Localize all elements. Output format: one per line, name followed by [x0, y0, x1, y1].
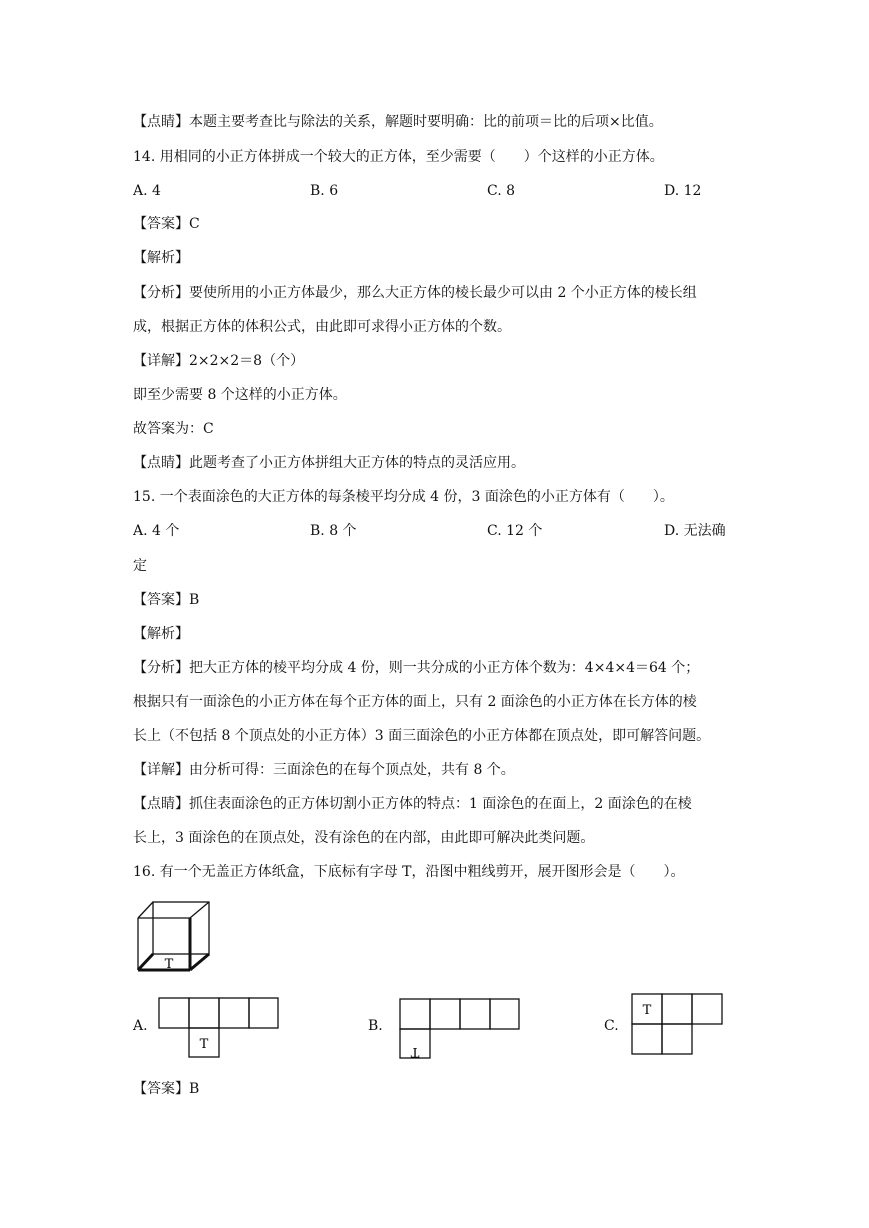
- dianjing-14: 【点睛】此题考查了小正方体拼组大正方体的特点的灵活应用。: [133, 455, 525, 471]
- question-15: 15. 一个表面涂色的大正方体的每条棱平均分成 4 份，3 面涂色的小正方体有（ ）。: [133, 489, 674, 505]
- net-option-c: [631, 993, 725, 1057]
- fenxi-15-line2: 根据只有一面涂色的小正方体在每个正方体的面上，只有 2 面涂色的小正方体在长方体的棱: [133, 694, 697, 710]
- cube-letter: T: [164, 957, 174, 972]
- jiexi-14: 【解析】: [133, 250, 189, 266]
- q15-option-a: A. 4 个: [133, 523, 180, 539]
- q15-option-c: C. 12 个: [487, 523, 543, 539]
- answer-15: 【答案】B: [133, 592, 200, 608]
- fenxi-14-line2: 成，根据正方体的体积公式，由此即可求得小正方体的个数。: [133, 319, 511, 335]
- fenxi-15-line3: 长上（不包括 8 个顶点处的小正方体）3 面三面涂色的小正方体都在顶点处，即可解答问题。: [133, 728, 711, 744]
- q15-option-d-wrap: 定: [133, 558, 147, 574]
- option-b-label: B.: [368, 1018, 383, 1034]
- net-option-a: [158, 997, 280, 1059]
- jiexi-15: 【解析】: [133, 626, 189, 642]
- net-b-letter: T: [410, 1044, 420, 1059]
- dianjing-15-line1: 【点睛】抓住表面涂色的正方体切割小正方体的特点：1 面涂色的在面上，2 面涂色的在棱: [133, 796, 692, 812]
- net-c-letter: T: [642, 1003, 652, 1018]
- q14-option-b: B. 6: [310, 183, 339, 199]
- net-option-b: [399, 998, 521, 1060]
- option-a-label: A.: [133, 1018, 148, 1034]
- xiangjie-14: 【详解】2×2×2＝8（个）: [133, 353, 305, 369]
- q14-option-c: C. 8: [487, 183, 516, 199]
- q14-option-a: A. 4: [133, 183, 161, 199]
- q15-option-b: B. 8 个: [310, 523, 357, 539]
- q14-option-d: D. 12: [664, 183, 702, 199]
- dianjing-13: 【点睛】本题主要考查比与除法的关系，解题时要明确：比的前项＝比的后项×比值。: [133, 114, 663, 130]
- open-cube-figure: [132, 898, 214, 976]
- xiangjie-15: 【详解】由分析可得：三面涂色的在每个顶点处，共有 8 个。: [133, 762, 515, 778]
- xiangjie-14-line3: 故答案为：C: [133, 421, 214, 437]
- answer-14: 【答案】C: [133, 216, 200, 232]
- option-c-label: C.: [604, 1018, 619, 1034]
- q15-option-d: D. 无法确: [664, 523, 726, 539]
- fenxi-15-line1: 【分析】把大正方体的棱平均分成 4 份，则一共分成的小正方体个数为：4×4×4＝64 个；: [133, 660, 700, 676]
- dianjing-15-line2: 长上，3 面涂色的在顶点处，没有涂色的在内部，由此即可解决此类问题。: [133, 830, 595, 846]
- fenxi-14-line1: 【分析】要使所用的小正方体最少，那么大正方体的棱长最少可以由 2 个小正方体的棱长组: [133, 285, 697, 301]
- xiangjie-14-line2: 即至少需要 8 个这样的小正方体。: [133, 387, 347, 403]
- question-16: 16. 有一个无盖正方体纸盒，下底标有字母 T，沿图中粗线剪开，展开图形会是（ ）。: [133, 864, 685, 880]
- question-14: 14. 用相同的小正方体拼成一个较大的正方体，至少需要（ ）个这样的小正方体。: [133, 149, 664, 165]
- net-a-letter: T: [199, 1037, 209, 1052]
- answer-16: 【答案】B: [133, 1081, 200, 1097]
